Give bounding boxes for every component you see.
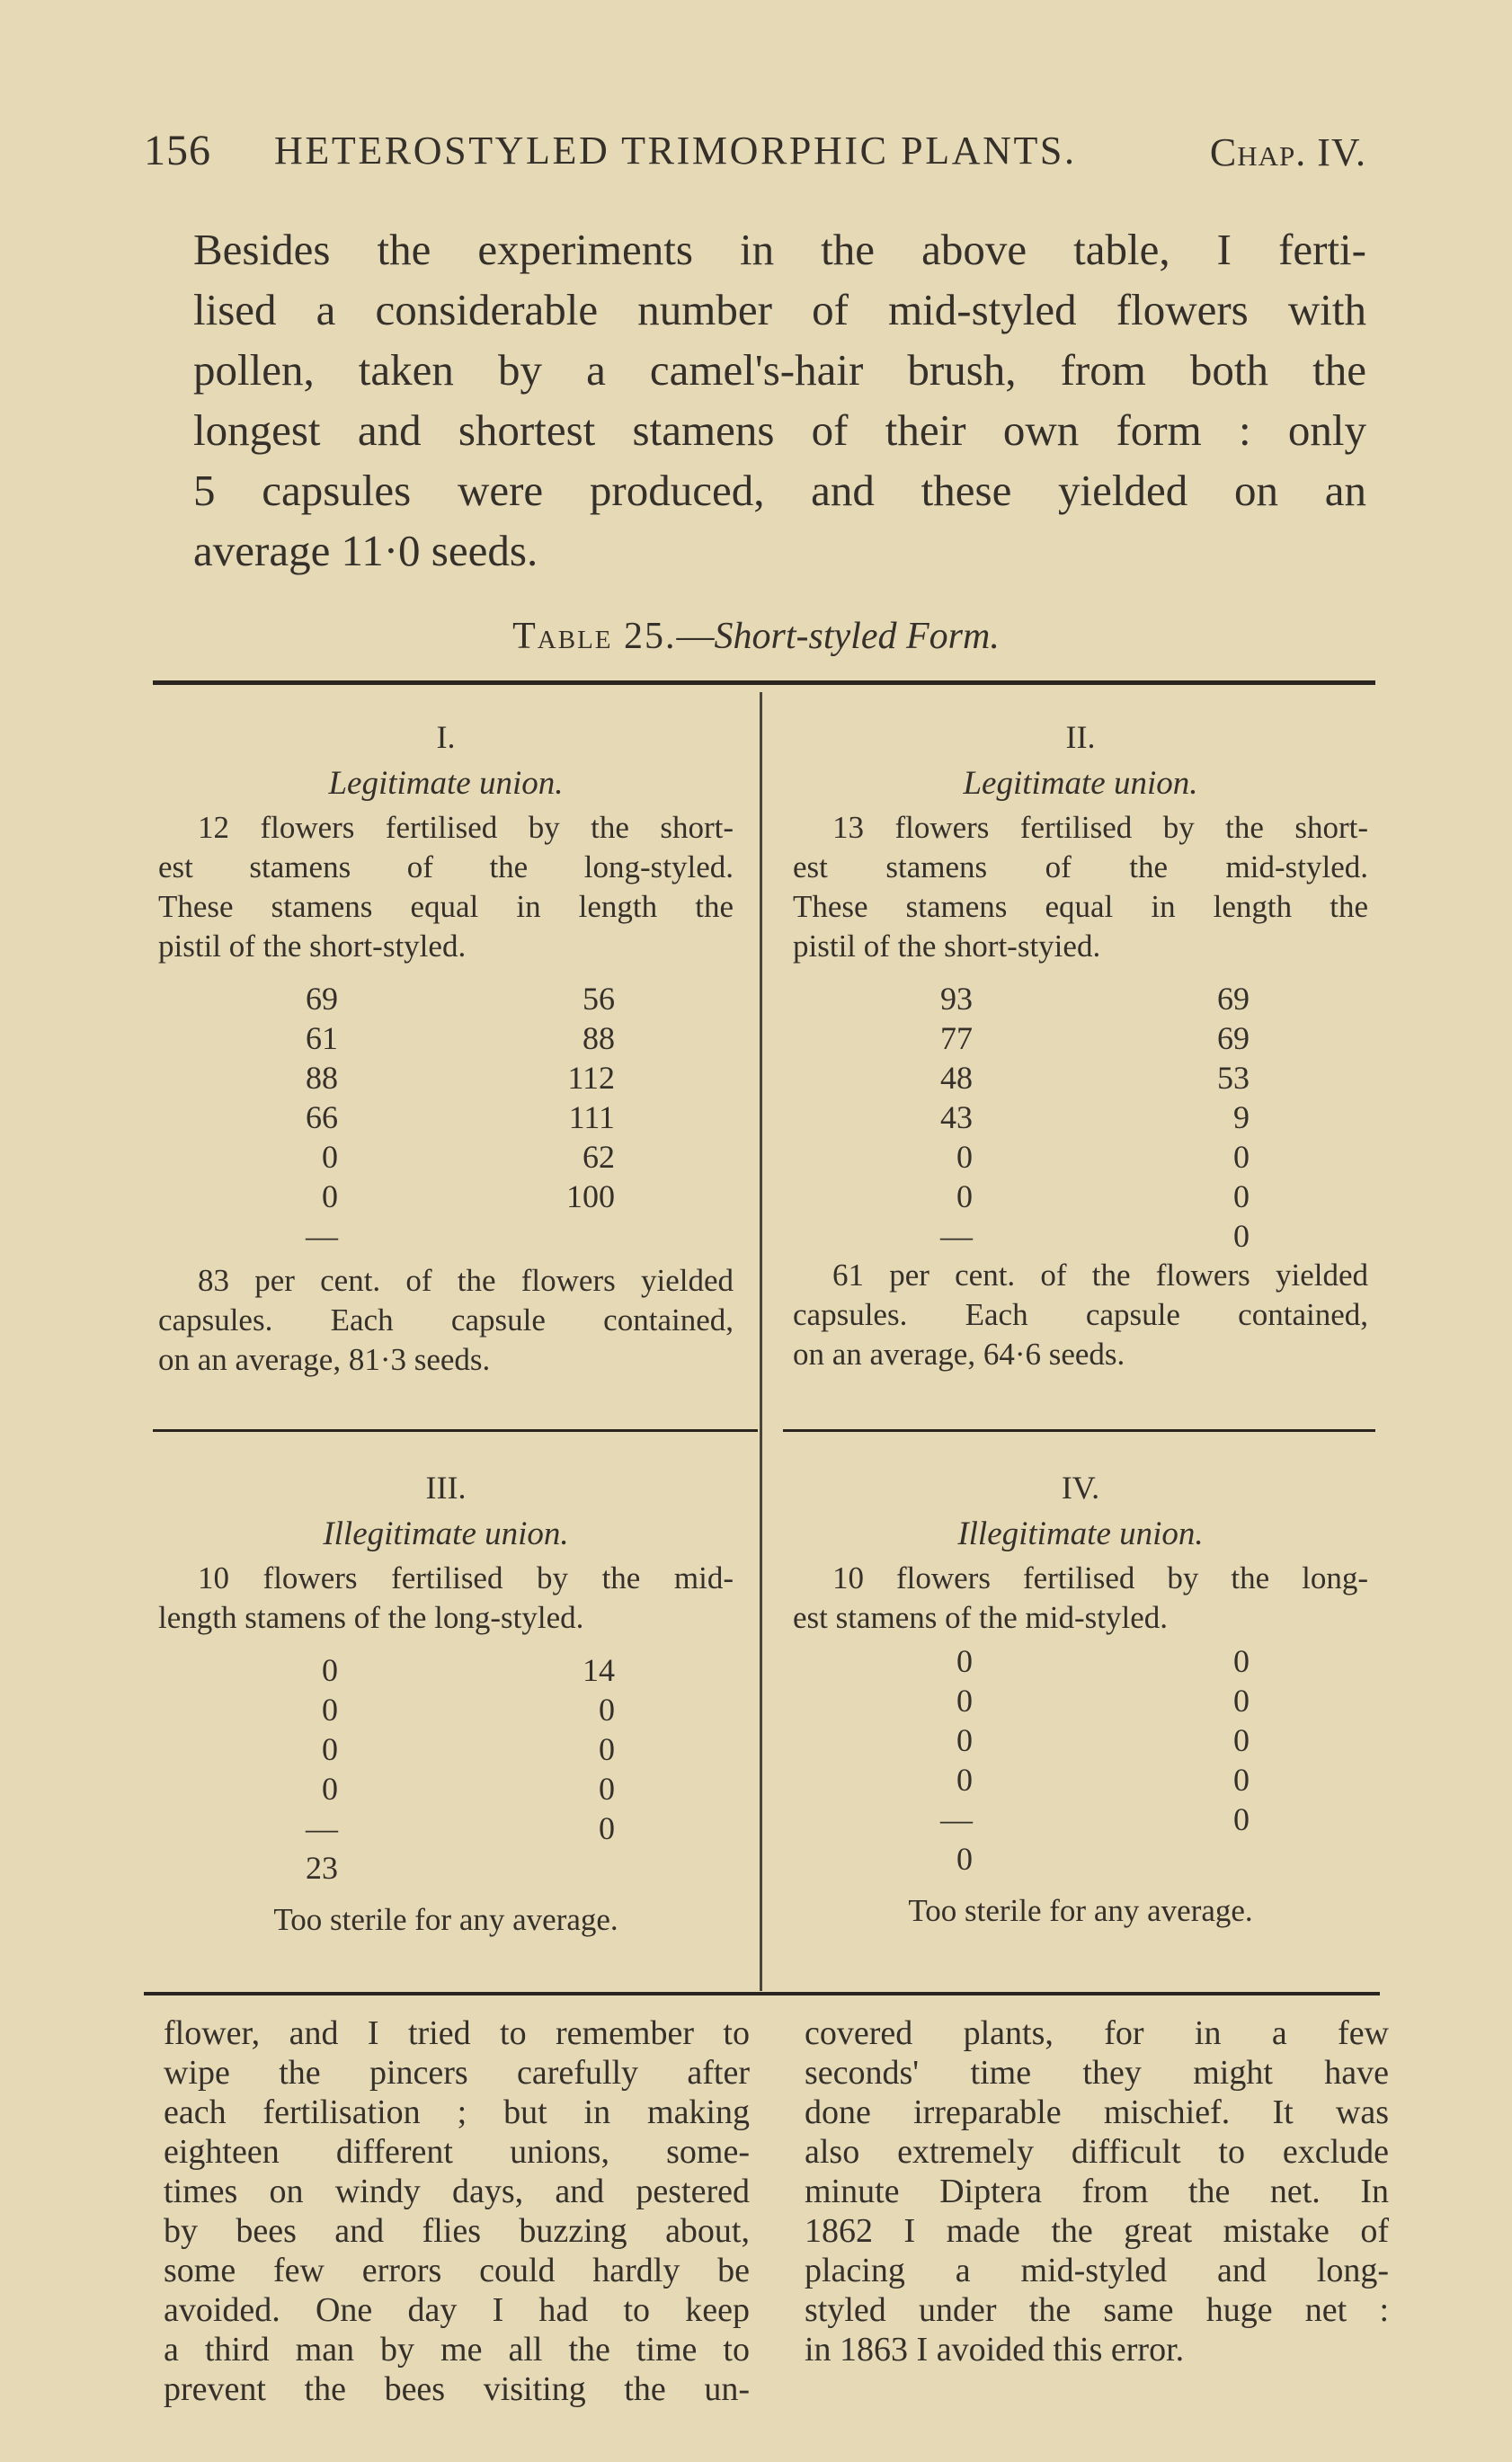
seed-count: 69 [306, 981, 338, 1017]
paragraph-line: 5 capsules were produced, and these yielded on an [193, 466, 1366, 515]
table-row [793, 1058, 1368, 1098]
table-row [793, 1177, 1368, 1216]
seed-count: 0 [322, 1139, 338, 1175]
table-title-dash: — [676, 616, 715, 657]
cell-union-type: Illegitimate union. [957, 1515, 1204, 1552]
cell-description [793, 1559, 1368, 1638]
paragraph-line: lised a considerable number of mid-styled flowers with [193, 285, 1366, 334]
cell-summary [793, 1256, 1368, 1374]
table-row [793, 1641, 1368, 1681]
seed-count: 0 [956, 1643, 973, 1679]
table-row-total [158, 1848, 734, 1888]
description-line: 10 flowers fertilised by the long- [832, 1560, 1368, 1595]
running-title: HETEROSTYLED TRIMORPHIC PLANTS. [274, 129, 1077, 173]
sum-dash: — [940, 1218, 973, 1254]
table-cell-III [158, 1465, 734, 1940]
text-line: done irreparable mischief. It was [805, 2093, 1389, 2131]
cell-numeral: II. [1065, 719, 1096, 755]
table-row [158, 1177, 734, 1216]
table-row [793, 1018, 1368, 1058]
text-line: 1862 I made the great mistake of [805, 2212, 1389, 2250]
table-row [158, 1809, 734, 1848]
description-line: These stamens equal in length the [158, 889, 734, 924]
table-row [158, 1729, 734, 1769]
seed-count: 111 [568, 1099, 615, 1135]
description-line: 13 flowers fertilised by the short- [832, 810, 1368, 845]
seed-count: 0 [1233, 1218, 1250, 1254]
table-row [158, 1769, 734, 1809]
seed-count: 0 [956, 1139, 973, 1175]
text-line: some few errors could hardly be [164, 2252, 750, 2289]
table-row [793, 1098, 1368, 1137]
text-line: prevent the bees visiting the un- [164, 2370, 750, 2408]
text-line: in 1863 I avoided this error. [805, 2331, 1185, 2369]
description-line: est stamens of the mid-styled. [793, 849, 1368, 884]
seed-count: 0 [322, 1692, 338, 1728]
description-line: 12 flowers fertilised by the short- [198, 810, 734, 845]
seed-count: 0 [956, 1683, 973, 1719]
seed-count-total: 23 [306, 1850, 338, 1886]
seed-count: 48 [940, 1060, 973, 1096]
seed-count: 66 [306, 1099, 338, 1135]
seed-count: 14 [583, 1652, 615, 1688]
seed-count: 0 [1233, 1139, 1250, 1175]
table-row [793, 1681, 1368, 1720]
table-row [793, 1720, 1368, 1760]
text-line: each fertilisation ; but in making [164, 2093, 750, 2131]
table-row [793, 979, 1368, 1018]
seed-count: 43 [940, 1099, 973, 1135]
cell-union-type: Legitimate union. [963, 765, 1198, 802]
paragraph-line: average 11·0 seeds. [193, 526, 538, 575]
table-vertical-divider [760, 692, 762, 1991]
description-line: est stamens of the long-styled. [158, 849, 734, 884]
table-row [158, 1690, 734, 1729]
cell-numeral: I. [436, 719, 456, 755]
seed-count: 112 [567, 1060, 615, 1096]
seed-count: 69 [1217, 1020, 1250, 1056]
seed-count-total: 0 [956, 1841, 973, 1877]
seed-count: 9 [1233, 1099, 1250, 1135]
seed-count: 100 [566, 1178, 615, 1214]
sum-dash: — [306, 1218, 338, 1254]
chapter-label: Chap. IV. [1209, 130, 1366, 174]
seed-count: 56 [583, 981, 615, 1017]
cell-description [158, 808, 734, 966]
seed-count: 93 [940, 981, 973, 1017]
text-line: by bees and flies buzzing about, [164, 2212, 750, 2250]
summary-line: on an average, 81·3 seeds. [158, 1342, 491, 1377]
table-row [793, 1760, 1368, 1800]
seed-count: 0 [1233, 1722, 1250, 1758]
running-head [144, 126, 1366, 180]
seed-counts [158, 979, 734, 1256]
text-line: also extremely difficult to exclude [805, 2133, 1389, 2171]
table-row [158, 1216, 734, 1256]
seed-count: 69 [1217, 981, 1250, 1017]
cell-summary [158, 1261, 734, 1380]
table-cell-II [793, 715, 1368, 1374]
seed-count: 0 [1233, 1643, 1250, 1679]
table-row [793, 1800, 1368, 1839]
text-line: placing a mid-styled and long- [805, 2252, 1389, 2289]
seed-count: 0 [322, 1731, 338, 1767]
cell-description [793, 808, 1368, 966]
text-line: seconds' time they might have [805, 2054, 1389, 2092]
sum-dash: — [940, 1801, 973, 1837]
table-row-total [793, 1839, 1368, 1879]
summary-line: on an average, 64·6 seeds. [793, 1337, 1125, 1372]
table-title [0, 615, 1512, 658]
table-middle-rule-left [153, 1429, 758, 1432]
seed-count: 0 [599, 1810, 615, 1846]
description-line: length stamens of the long-styled. [158, 1600, 584, 1635]
seed-count: 0 [1233, 1801, 1250, 1837]
seed-count: 0 [956, 1178, 973, 1214]
seed-count: 88 [306, 1060, 338, 1096]
text-line: covered plants, for in a few [805, 2014, 1389, 2052]
text-line: avoided. One day I had to keep [164, 2291, 750, 2329]
seed-count: 0 [599, 1731, 615, 1767]
table-middle-rule-right [783, 1429, 1375, 1432]
cell-numeral: IV. [1061, 1470, 1100, 1506]
description-line: est stamens of the mid-styled. [793, 1600, 1169, 1635]
seed-count: 53 [1217, 1060, 1250, 1096]
seed-count: 0 [322, 1771, 338, 1807]
cell-numeral: III. [425, 1470, 467, 1506]
seed-count: 0 [956, 1762, 973, 1798]
table-row [793, 1216, 1368, 1256]
table-row [158, 1098, 734, 1137]
cell-note: Too sterile for any average. [273, 1902, 618, 1937]
text-line: flower, and I tried to remember to [164, 2014, 750, 2052]
table-row [158, 1058, 734, 1098]
summary-line: 83 per cent. of the flowers yielded [198, 1263, 734, 1298]
table-row [158, 1137, 734, 1177]
table-bottom-rule [144, 1992, 1380, 1995]
text-line: wipe the pincers carefully after [164, 2054, 750, 2092]
text-line: times on windy days, and pestered [164, 2173, 750, 2210]
text-line: a third man by me all the time to [164, 2331, 750, 2369]
description-line: 10 flowers fertilised by the mid- [198, 1560, 734, 1595]
seed-counts [793, 1641, 1368, 1879]
text-line: eighteen different unions, some- [164, 2133, 750, 2171]
seed-count: 61 [306, 1020, 338, 1056]
seed-count: 0 [322, 1178, 338, 1214]
table-cell-IV [793, 1465, 1368, 1931]
table-number: Table 25. [512, 616, 677, 657]
summary-line: 61 per cent. of the flowers yielded [832, 1258, 1368, 1293]
table-cell-I [158, 715, 734, 1380]
seed-count: 77 [940, 1020, 973, 1056]
body-paragraph [193, 219, 1366, 581]
seed-count: 0 [599, 1692, 615, 1728]
table-row [158, 1650, 734, 1690]
paragraph-line: longest and shortest stamens of their own form : only [193, 405, 1366, 455]
text-line: styled under the same huge net : [805, 2291, 1389, 2329]
table-form: Short-styled Form. [714, 616, 1000, 657]
table-row [158, 1018, 734, 1058]
seed-count: 0 [322, 1652, 338, 1688]
seed-count: 0 [1233, 1762, 1250, 1798]
bottom-text-right [805, 2013, 1389, 2369]
description-line: pistil of the short-styied. [793, 929, 1101, 964]
cell-description [158, 1559, 734, 1638]
summary-line: capsules. Each capsule contained, [793, 1297, 1368, 1332]
seed-count: 0 [1233, 1178, 1250, 1214]
page-number: 156 [144, 127, 211, 174]
seed-counts [793, 979, 1368, 1256]
cell-union-type: Illegitimate union. [323, 1515, 569, 1552]
seed-count: 88 [583, 1020, 615, 1056]
cell-note: Too sterile for any average. [908, 1893, 1253, 1928]
table-top-rule [153, 680, 1375, 685]
table-row [793, 1137, 1368, 1177]
bottom-text-left [164, 2013, 750, 2409]
paragraph-line: pollen, taken by a camel's-hair brush, from both the [193, 345, 1366, 395]
cell-union-type: Legitimate union. [328, 765, 564, 802]
seed-count: 0 [956, 1722, 973, 1758]
text-line: minute Diptera from the net. In [805, 2173, 1389, 2210]
description-line: These stamens equal in length the [793, 889, 1368, 924]
seed-counts [158, 1650, 734, 1888]
summary-line: capsules. Each capsule contained, [158, 1302, 734, 1338]
table-row [158, 979, 734, 1018]
seed-count: 0 [599, 1771, 615, 1807]
seed-count: 0 [1233, 1683, 1250, 1719]
paragraph-line: Besides the experiments in the above table, I ferti- [193, 225, 1366, 274]
seed-count: 62 [583, 1139, 615, 1175]
description-line: pistil of the short-styled. [158, 929, 467, 964]
sum-dash: — [306, 1810, 338, 1846]
